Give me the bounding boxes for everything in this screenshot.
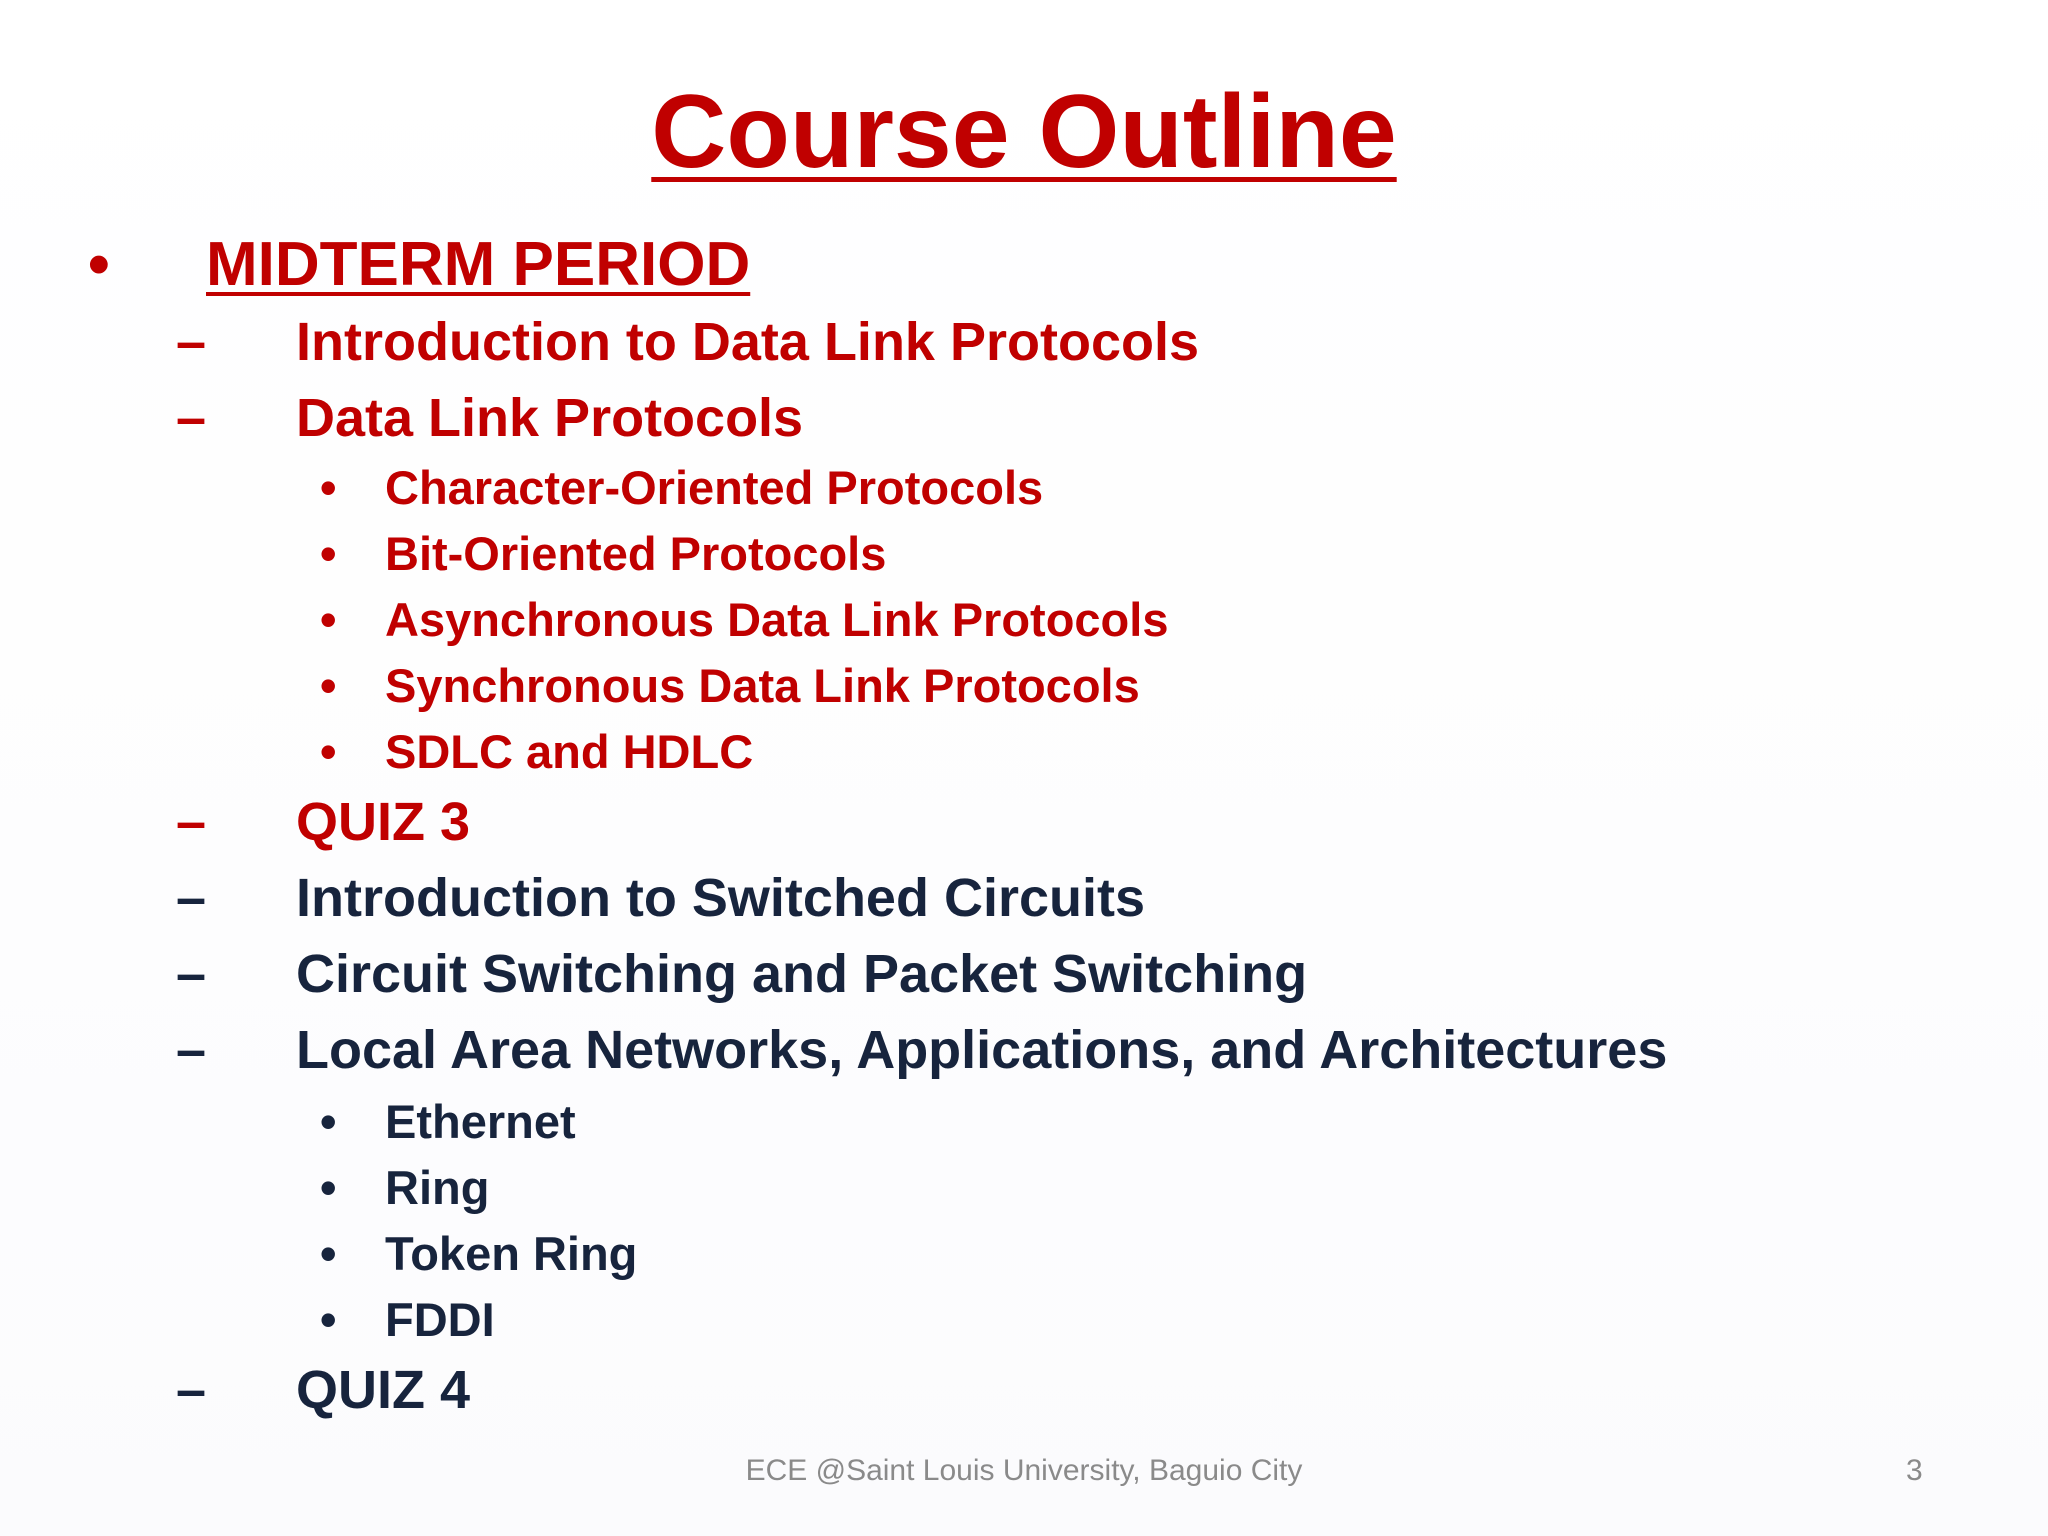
list-item-label: Introduction to Switched Circuits bbox=[296, 868, 1145, 928]
list-item-label: Introduction to Data Link Protocols bbox=[296, 312, 1199, 372]
sub-list-item-label: Synchronous Data Link Protocols bbox=[385, 659, 1140, 712]
dash-marker: – bbox=[176, 792, 207, 852]
dash-marker: – bbox=[176, 388, 207, 448]
page-number: 3 bbox=[1906, 1454, 1923, 1487]
bullet-marker: • bbox=[88, 230, 110, 299]
bullet-marker: • bbox=[320, 725, 337, 778]
sub-list-item-label: Ethernet bbox=[385, 1095, 576, 1148]
sub-list-item-label: Asynchronous Data Link Protocols bbox=[385, 593, 1169, 646]
dash-marker: – bbox=[176, 944, 207, 1004]
bullet-marker: • bbox=[320, 1161, 337, 1214]
dash-marker: – bbox=[176, 868, 207, 928]
sub-list-item-label: Token Ring bbox=[385, 1227, 638, 1280]
bullet-marker: • bbox=[320, 527, 337, 580]
dash-marker: – bbox=[176, 1360, 207, 1420]
list-item-label: QUIZ 3 bbox=[296, 792, 471, 852]
section-label: MIDTERM PERIOD bbox=[206, 230, 751, 299]
bullet-marker: • bbox=[320, 1293, 337, 1346]
list-item-label: Local Area Networks, Applications, and Architectures bbox=[296, 1020, 1668, 1080]
bullet-marker: • bbox=[320, 1095, 337, 1148]
dash-marker: – bbox=[176, 1020, 207, 1080]
sub-list-item-label: Bit-Oriented Protocols bbox=[385, 527, 887, 580]
bullet-marker: • bbox=[320, 659, 337, 712]
sub-list-item-label: FDDI bbox=[385, 1293, 495, 1346]
sub-list-item-label: Character-Oriented Protocols bbox=[385, 461, 1044, 514]
sub-list-item-label: SDLC and HDLC bbox=[385, 725, 754, 778]
sub-list-item-label: Ring bbox=[385, 1161, 490, 1214]
bullet-marker: • bbox=[320, 461, 337, 514]
dash-marker: – bbox=[176, 312, 207, 372]
list-item-label: Data Link Protocols bbox=[296, 388, 804, 448]
slide-footer: ECE @Saint Louis University, Baguio City bbox=[745, 1454, 1303, 1487]
list-item-label: Circuit Switching and Packet Switching bbox=[296, 944, 1308, 1004]
bullet-marker: • bbox=[320, 593, 337, 646]
slide-title: Course Outline bbox=[651, 74, 1397, 190]
bullet-marker: • bbox=[320, 1227, 337, 1280]
list-item-label: QUIZ 4 bbox=[296, 1360, 471, 1420]
